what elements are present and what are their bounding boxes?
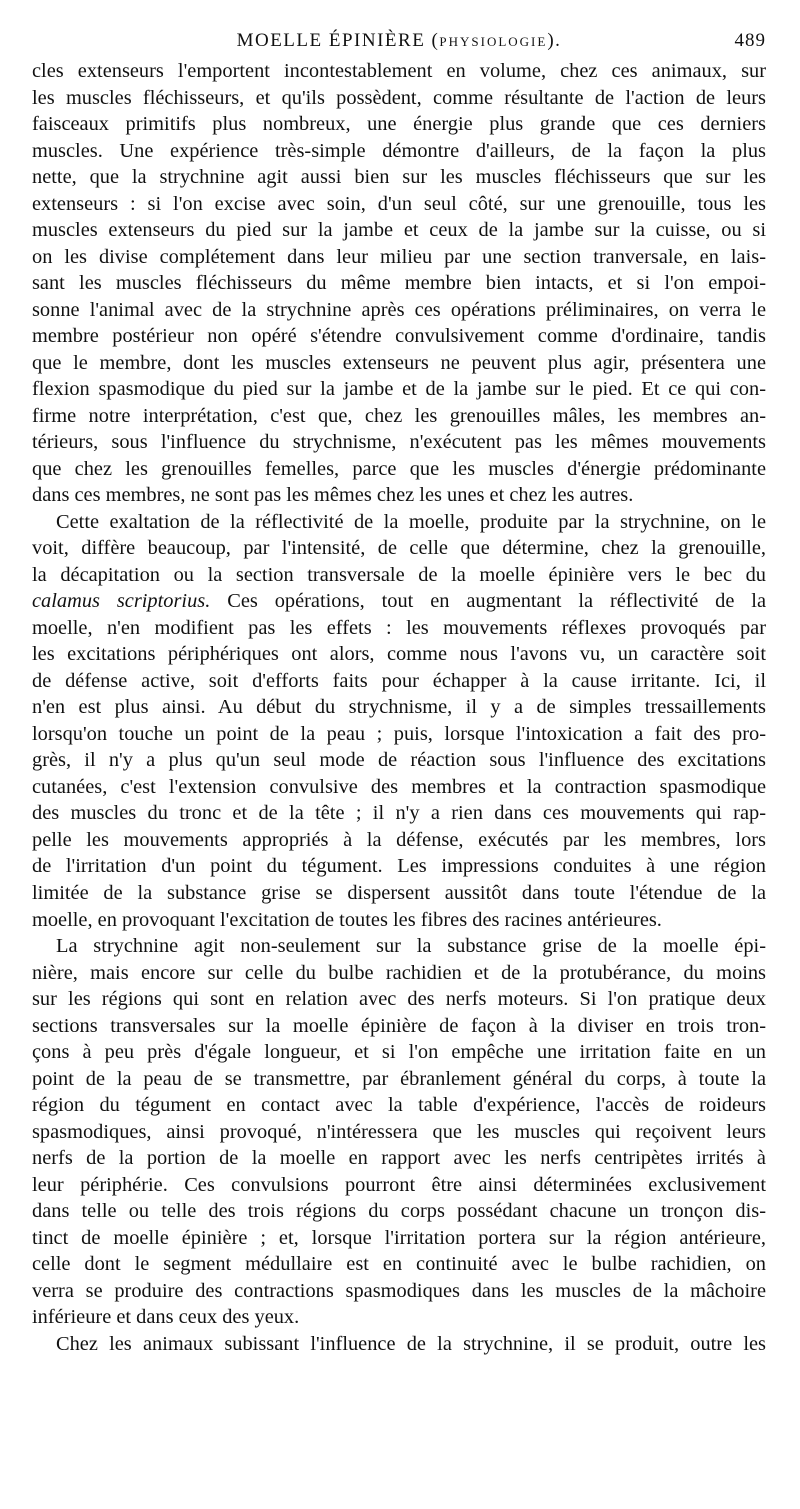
text-line: nière, mais encore sur celle du bulbe rachidien et de la protubérance, du moins (32, 961, 766, 984)
italic-term: calamus scriptorius. (32, 590, 211, 613)
text-line: firme notre interprétation, c'est que, chez les grenouilles mâles, les membres an- (32, 404, 766, 427)
body-text (32, 58, 766, 1357)
text-line: les excitations périphériques ont alors, comme nous l'avons vu, un caractère soit (32, 643, 766, 666)
running-header (32, 30, 766, 58)
text-line: région du tégument en contact avec la table d'expérience, l'accès de roideurs (32, 1094, 766, 1117)
text-line: térieurs, sous l'influence du strychnisme, n'exécutent pas les mêmes mouvements (32, 431, 766, 454)
text-line: sant les muscles fléchisseurs du même membre bien intacts, et si l'on empoi- (32, 272, 766, 295)
text-line: flexion spasmodique du pied sur la jambe et de la jambe sur le pied. Et ce qui con- (32, 378, 766, 401)
text-line: Cette exaltation de la réflectivité de la moelle, produite par la strychnine, on le (56, 510, 766, 533)
text-line: pelle les mouvements appropriés à la défense, exécutés par les membres, lors (32, 828, 766, 851)
text-line: de l'irritation d'un point du tégument. Les impressions conduites à une région (32, 855, 766, 878)
text-line: voit, diffère beaucoup, par l'intensité, de celle que détermine, chez la grenouille, (32, 537, 766, 560)
text-line: lorsqu'on touche un point de la peau ; puis, lorsque l'intoxication a fait des pro- (32, 722, 766, 745)
text-line: des muscles du tronc et de la tête ; il n'y a rien dans ces mouvements qui rap- (32, 802, 766, 825)
running-title (32, 30, 766, 52)
text-line: membre postérieur non opéré s'étendre convulsivement comme d'ordinaire, tandis (32, 325, 766, 348)
running-title-close: ). (547, 30, 562, 51)
text-line: nerfs de la portion de la moelle en rapport avec les nerfs centripètes irrités à (32, 1147, 766, 1170)
text-line: çons à peu près d'égale longueur, et si l'on empêche une irritation faite en un (32, 1041, 766, 1064)
text-line: Chez les animaux subissant l'influence de la strychnine, il se produit, outre les (56, 1332, 766, 1355)
text-line: sur les régions qui sont en relation avec des nerfs moteurs. Si l'on pratique deux (32, 988, 766, 1011)
page-number: 489 (734, 30, 766, 51)
text-line: moelle, en provoquant l'excitation de toutes les fibres des racines antérieures. (32, 908, 662, 931)
text-line: La strychnine agit non-seulement sur la substance grise de la moelle épi- (56, 935, 766, 958)
text-line: de défense active, soit d'efforts faits pour échapper à la cause irritante. Ici, il (32, 669, 766, 692)
text-line: la décapitation ou la section transversale de la moelle épinière vers le bec du (32, 563, 766, 586)
text-line: n'en est plus ainsi. Au début du strychnisme, il y a de simples tressaillements (32, 696, 766, 719)
text-line: on les divise complétement dans leur milieu par une section tranversale, en lais- (32, 245, 766, 268)
text-line: point de la peau de se transmettre, par ébranlement général du corps, à toute la (32, 1067, 766, 1090)
text-line: faisceaux primitifs plus nombreux, une énergie plus grande que ces derniers (32, 113, 766, 136)
text-line: muscles. Une expérience très-simple démontre d'ailleurs, de la façon la plus (32, 139, 766, 162)
text-line: muscles extenseurs du pied sur la jambe et ceux de la jambe sur la cuisse, ou si (32, 219, 766, 242)
running-title-small-caps: PHYSIOLOGIE (439, 34, 548, 49)
text-line: moelle, n'en modifient pas les effets : les mouvements réflexes provoqués par (32, 616, 766, 639)
text-line: celle dont le segment médullaire est en continuité avec le bulbe rachidien, on (32, 1253, 766, 1276)
text-line: inférieure et dans ceux des yeux. (32, 1306, 300, 1329)
text-line: grès, il n'y a plus qu'un seul mode de réaction sous l'influence des excitations (32, 749, 766, 772)
text-line: tinct de moelle épinière ; et, lorsque l'irritation portera sur la région antérieure, (32, 1226, 766, 1249)
text-line: cles extenseurs l'emportent incontestablement en volume, chez ces animaux, sur (32, 60, 766, 82)
text-line: sonne l'animal avec de la strychnine après ces opérations préliminaires, on verra le (32, 298, 766, 321)
text-line: dans ces membres, ne sont pas les mêmes chez les unes et chez les autres. (32, 484, 634, 507)
text-line: limitée de la substance grise se dispersent aussitôt dans toute l'étendue de la (32, 881, 766, 904)
text-line: nette, que la strychnine agit aussi bien sur les muscles fléchisseurs que sur les (32, 166, 766, 189)
text-line: dans telle ou telle des trois régions du corps possédant chacune un tronçon dis- (32, 1200, 766, 1223)
text-line: calamus scriptorius. Ces opérations, tout en augmentant la réflectivité de la (32, 590, 766, 613)
text-line: cutanées, c'est l'extension convulsive des membres et la contraction spasmodique (32, 775, 766, 798)
running-title-main: MOELLE ÉPINIÈRE ( (236, 30, 440, 51)
text-line: que le membre, dont les muscles extenseurs ne peuvent plus agir, présentera une (32, 351, 766, 374)
text-line: les muscles fléchisseurs, et qu'ils possèdent, comme résultante de l'action de leurs (32, 86, 766, 109)
text-line: spasmodiques, ainsi provoqué, n'intéressera que les muscles qui reçoivent leurs (32, 1120, 766, 1143)
text-line: verra se produire des contractions spasmodiques dans les muscles de la mâchoire (32, 1279, 766, 1302)
text-line: que chez les grenouilles femelles, parce que les muscles d'énergie prédominante (32, 457, 766, 480)
text-line: extenseurs : si l'on excise avec soin, d'un seul côté, sur une grenouille, tous les (32, 192, 766, 215)
text-line: sections transversales sur la moelle épinière de façon à la diviser en trois tron- (32, 1014, 766, 1037)
text-line: leur périphérie. Ces convulsions pourront être ainsi déterminées exclusivement (32, 1173, 766, 1196)
